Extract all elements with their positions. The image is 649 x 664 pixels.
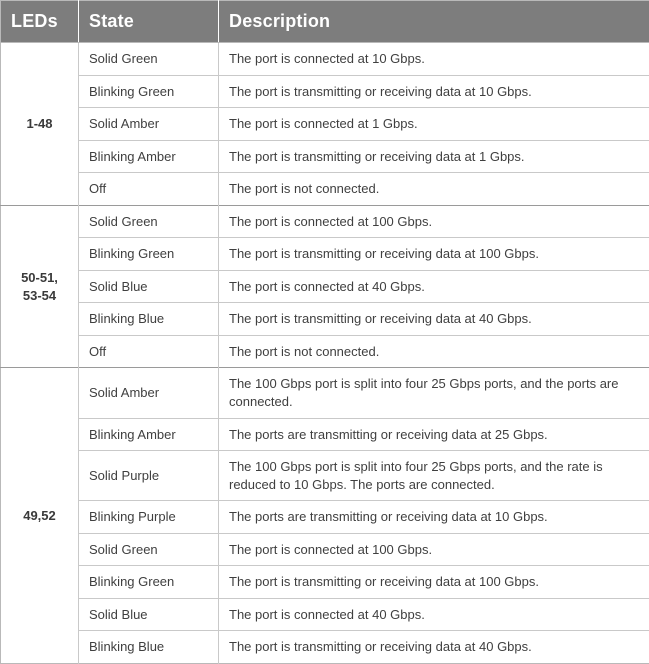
table-row [1, 238, 649, 271]
cell-description: The port is transmitting or receiving data at 10 Gbps. [219, 75, 649, 108]
cell-description: The port is connected at 10 Gbps. [219, 43, 649, 76]
table-row [1, 140, 649, 173]
cell-description: The 100 Gbps port is split into four 25 Gbps ports, and the rate is reduced to 10 Gbps. The ports are connected. [219, 451, 649, 501]
cell-state: Solid Green [79, 205, 219, 238]
cell-description: The port is transmitting or receiving data at 1 Gbps. [219, 140, 649, 173]
cell-state: Off [79, 173, 219, 206]
table-row [1, 451, 649, 501]
cell-state: Off [79, 335, 219, 368]
cell-state: Blinking Green [79, 238, 219, 271]
table-header-row [1, 1, 649, 43]
cell-description: The 100 Gbps port is split into four 25 Gbps ports, and the ports are connected. [219, 368, 649, 418]
cell-description: The ports are transmitting or receiving data at 10 Gbps. [219, 501, 649, 534]
cell-description: The port is not connected. [219, 173, 649, 206]
table-body [1, 43, 649, 664]
table-row [1, 368, 649, 418]
table-row [1, 270, 649, 303]
cell-description: The port is transmitting or receiving data at 40 Gbps. [219, 631, 649, 664]
table-row [1, 533, 649, 566]
cell-state: Solid Blue [79, 598, 219, 631]
cell-state: Blinking Purple [79, 501, 219, 534]
cell-state: Solid Amber [79, 108, 219, 141]
table-row [1, 43, 649, 76]
cell-description: The port is connected at 100 Gbps. [219, 205, 649, 238]
table-row [1, 335, 649, 368]
column-header-description: Description [219, 1, 649, 43]
cell-state: Blinking Green [79, 566, 219, 599]
cell-state: Solid Blue [79, 270, 219, 303]
cell-leds: 49,52 [1, 368, 79, 663]
table-row [1, 108, 649, 141]
cell-description: The port is connected at 100 Gbps. [219, 533, 649, 566]
column-header-leds: LEDs [1, 1, 79, 43]
cell-leds: 50-51, 53-54 [1, 205, 79, 368]
table-row [1, 75, 649, 108]
cell-description: The port is transmitting or receiving data at 100 Gbps. [219, 566, 649, 599]
cell-state: Blinking Amber [79, 418, 219, 451]
cell-state: Blinking Blue [79, 303, 219, 336]
cell-description: The port is not connected. [219, 335, 649, 368]
table-row [1, 501, 649, 534]
column-header-state: State [79, 1, 219, 43]
cell-state: Solid Amber [79, 368, 219, 418]
cell-state: Solid Green [79, 43, 219, 76]
table-row [1, 598, 649, 631]
cell-description: The port is transmitting or receiving data at 100 Gbps. [219, 238, 649, 271]
table-row [1, 566, 649, 599]
cell-description: The ports are transmitting or receiving data at 25 Gbps. [219, 418, 649, 451]
table-header [1, 1, 649, 43]
cell-state: Solid Green [79, 533, 219, 566]
cell-state: Blinking Green [79, 75, 219, 108]
table-row [1, 418, 649, 451]
cell-state: Blinking Blue [79, 631, 219, 664]
cell-description: The port is transmitting or receiving data at 40 Gbps. [219, 303, 649, 336]
table-row [1, 173, 649, 206]
cell-description: The port is connected at 40 Gbps. [219, 270, 649, 303]
cell-state: Solid Purple [79, 451, 219, 501]
cell-state: Blinking Amber [79, 140, 219, 173]
table-row [1, 303, 649, 336]
cell-leds: 1-48 [1, 43, 79, 206]
table-row [1, 205, 649, 238]
cell-description: The port is connected at 40 Gbps. [219, 598, 649, 631]
table-row [1, 631, 649, 664]
cell-description: The port is connected at 1 Gbps. [219, 108, 649, 141]
